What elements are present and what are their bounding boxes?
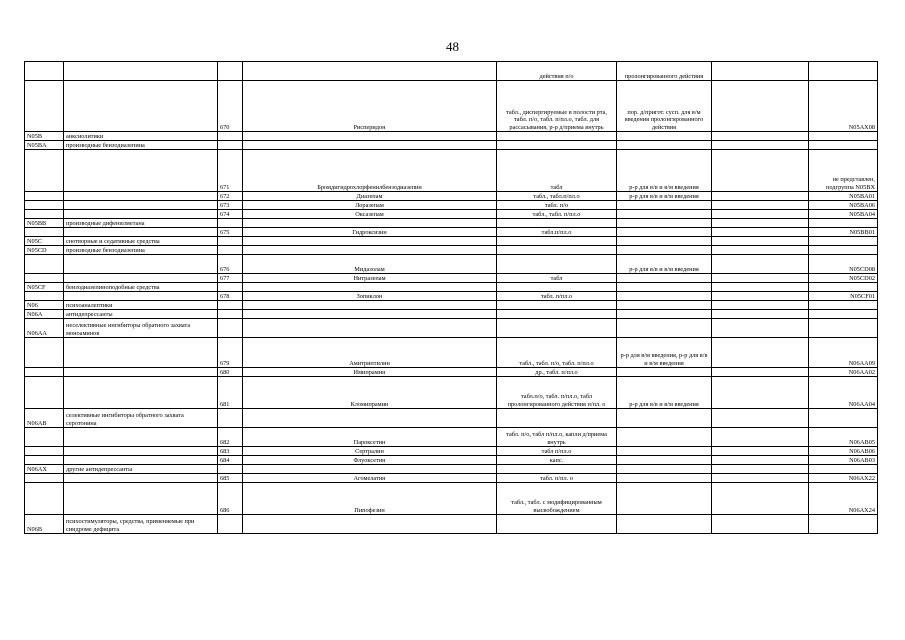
drug-name-cell xyxy=(243,237,497,246)
table-row xyxy=(25,237,878,246)
table-row xyxy=(25,338,878,368)
group-name-cell xyxy=(64,483,218,515)
extra-column-cell xyxy=(712,237,809,246)
extra-column-cell xyxy=(712,228,809,237)
atc-group-code-cell xyxy=(25,255,64,274)
group-name-cell xyxy=(64,456,218,465)
group-name-cell: производные дифенилметана xyxy=(64,219,218,228)
group-name-cell xyxy=(64,201,218,210)
table-row xyxy=(25,310,878,319)
atc-code-cell xyxy=(809,409,878,428)
alt-dosage-form-cell xyxy=(617,274,712,283)
group-name-cell xyxy=(64,192,218,201)
table-row xyxy=(25,474,878,483)
dosage-form-cell xyxy=(497,132,617,141)
alt-dosage-form-cell xyxy=(617,141,712,150)
dosage-form-cell: табл., табл. п/о, табл. п/пл.о xyxy=(497,338,617,368)
dosage-form-cell xyxy=(497,283,617,292)
table-row xyxy=(25,465,878,474)
row-number-cell: 675 xyxy=(218,228,243,237)
atc-code-cell xyxy=(809,141,878,150)
alt-dosage-form-cell xyxy=(617,310,712,319)
drug-name-cell: Флуоксетин xyxy=(243,456,497,465)
row-number-cell: 684 xyxy=(218,456,243,465)
extra-column-cell xyxy=(712,447,809,456)
table-row xyxy=(25,274,878,283)
alt-dosage-form-cell xyxy=(617,474,712,483)
extra-column-cell xyxy=(712,274,809,283)
alt-dosage-form-cell xyxy=(617,447,712,456)
group-name-cell xyxy=(64,81,218,132)
alt-dosage-form-cell xyxy=(617,428,712,447)
drug-name-cell xyxy=(243,62,497,81)
extra-column-cell xyxy=(712,132,809,141)
atc-code-cell xyxy=(809,319,878,338)
atc-group-code-cell: N06AB xyxy=(25,409,64,428)
table-row xyxy=(25,447,878,456)
drug-name-cell xyxy=(243,301,497,310)
extra-column-cell xyxy=(712,81,809,132)
group-name-cell: другие антидепрессанты xyxy=(64,465,218,474)
dosage-form-cell: табл. п/пл.о xyxy=(497,292,617,301)
group-name-cell xyxy=(64,210,218,219)
alt-dosage-form-cell: р-р для в/в и в/м введения xyxy=(617,255,712,274)
dosage-form-cell: табл., табл. п/пл.о xyxy=(497,210,617,219)
dosage-form-cell xyxy=(497,409,617,428)
atc-code-cell: N06AX22 xyxy=(809,474,878,483)
group-name-cell xyxy=(64,338,218,368)
extra-column-cell xyxy=(712,192,809,201)
row-number-cell: 682 xyxy=(218,428,243,447)
atc-group-code-cell: N06A xyxy=(25,310,64,319)
row-number-cell xyxy=(218,301,243,310)
group-name-cell xyxy=(64,447,218,456)
alt-dosage-form-cell xyxy=(617,368,712,377)
atc-group-code-cell: N06B xyxy=(25,515,64,534)
row-number-cell: 683 xyxy=(218,447,243,456)
row-number-cell xyxy=(218,237,243,246)
alt-dosage-form-cell xyxy=(617,456,712,465)
extra-column-cell xyxy=(712,210,809,219)
table-row xyxy=(25,141,878,150)
atc-group-code-cell xyxy=(25,62,64,81)
dosage-form-cell: табл. п/о xyxy=(497,201,617,210)
group-name-cell: производные бензодиазепина xyxy=(64,141,218,150)
atc-code-cell: N06AB05 xyxy=(809,428,878,447)
drug-list-table xyxy=(24,61,878,534)
dosage-form-cell xyxy=(497,465,617,474)
drug-name-cell: Пипофезин xyxy=(243,483,497,515)
row-number-cell: 673 xyxy=(218,201,243,210)
row-number-cell xyxy=(218,319,243,338)
alt-dosage-form-cell: р-р для в/в и в/м введения xyxy=(617,377,712,409)
alt-dosage-form-cell xyxy=(617,210,712,219)
dosage-form-cell: табл xyxy=(497,150,617,192)
table-row xyxy=(25,377,878,409)
atc-group-code-cell: N06AA xyxy=(25,319,64,338)
atc-group-code-cell xyxy=(25,483,64,515)
extra-column-cell xyxy=(712,428,809,447)
group-name-cell xyxy=(64,228,218,237)
extra-column-cell xyxy=(712,301,809,310)
atc-group-code-cell xyxy=(25,192,64,201)
drug-name-cell: Бромдигидрохлорфенилбензодиазепин xyxy=(243,150,497,192)
atc-code-cell xyxy=(809,246,878,255)
group-name-cell: селективные ингибиторы обратного захвата серотонина xyxy=(64,409,218,428)
row-number-cell xyxy=(218,465,243,474)
atc-code-cell: N06AA04 xyxy=(809,377,878,409)
table-row xyxy=(25,483,878,515)
atc-group-code-cell: N05C xyxy=(25,237,64,246)
atc-group-code-cell xyxy=(25,201,64,210)
drug-name-cell xyxy=(243,465,497,474)
drug-name-cell xyxy=(243,219,497,228)
atc-code-cell xyxy=(809,301,878,310)
atc-group-code-cell xyxy=(25,456,64,465)
dosage-form-cell: табл xyxy=(497,274,617,283)
extra-column-cell xyxy=(712,219,809,228)
atc-code-cell xyxy=(809,237,878,246)
row-number-cell: 677 xyxy=(218,274,243,283)
dosage-form-cell: табл., табл.п/пл.о xyxy=(497,192,617,201)
extra-column-cell xyxy=(712,310,809,319)
atc-code-cell: N05BA01 xyxy=(809,192,878,201)
atc-code-cell xyxy=(809,219,878,228)
dosage-form-cell: табл п/пл.о xyxy=(497,447,617,456)
atc-group-code-cell: N05CD xyxy=(25,246,64,255)
row-number-cell: 679 xyxy=(218,338,243,368)
row-number-cell xyxy=(218,246,243,255)
drug-name-cell xyxy=(243,141,497,150)
extra-column-cell xyxy=(712,319,809,338)
atc-code-cell: N05CD02 xyxy=(809,274,878,283)
alt-dosage-form-cell: пор. д/пригот. сусп. для в/м введения пролонгированного действия xyxy=(617,81,712,132)
atc-code-cell xyxy=(809,310,878,319)
drug-name-cell: Зопиклон xyxy=(243,292,497,301)
row-number-cell: 671 xyxy=(218,150,243,192)
dosage-form-cell: табл., табл. с модифицированным высвобождением xyxy=(497,483,617,515)
row-number-cell: 678 xyxy=(218,292,243,301)
drug-name-cell xyxy=(243,409,497,428)
table-row xyxy=(25,292,878,301)
dosage-form-cell xyxy=(497,246,617,255)
row-number-cell: 670 xyxy=(218,81,243,132)
extra-column-cell xyxy=(712,377,809,409)
table-row xyxy=(25,456,878,465)
table-row xyxy=(25,219,878,228)
atc-group-code-cell xyxy=(25,447,64,456)
table-row xyxy=(25,515,878,534)
row-number-cell: 676 xyxy=(218,255,243,274)
alt-dosage-form-cell xyxy=(617,465,712,474)
dosage-form-cell: действия п/о xyxy=(497,62,617,81)
extra-column-cell xyxy=(712,338,809,368)
atc-group-code-cell xyxy=(25,210,64,219)
group-name-cell: психостимуляторы, средства, применяемые при синдроме дефицита xyxy=(64,515,218,534)
alt-dosage-form-cell: р-р для в/в и в/м введения xyxy=(617,192,712,201)
extra-column-cell xyxy=(712,141,809,150)
drug-name-cell: Имипрамин xyxy=(243,368,497,377)
table-row xyxy=(25,319,878,338)
dosage-form-cell: др., табл. п/пл.о xyxy=(497,368,617,377)
atc-code-cell: N06AA09 xyxy=(809,338,878,368)
alt-dosage-form-cell xyxy=(617,237,712,246)
drug-name-cell: Оксазепам xyxy=(243,210,497,219)
atc-group-code-cell xyxy=(25,228,64,237)
alt-dosage-form-cell xyxy=(617,301,712,310)
extra-column-cell xyxy=(712,246,809,255)
atc-code-cell: N05CD08 xyxy=(809,255,878,274)
atc-group-code-cell xyxy=(25,474,64,483)
alt-dosage-form-cell xyxy=(617,219,712,228)
group-name-cell: снотворные и седативные средства xyxy=(64,237,218,246)
table-row xyxy=(25,132,878,141)
group-name-cell xyxy=(64,292,218,301)
extra-column-cell xyxy=(712,255,809,274)
dosage-form-cell xyxy=(497,219,617,228)
group-name-cell xyxy=(64,428,218,447)
extra-column-cell xyxy=(712,368,809,377)
group-name-cell: производные бензодиазепина xyxy=(64,246,218,255)
table-row xyxy=(25,368,878,377)
extra-column-cell xyxy=(712,283,809,292)
atc-group-code-cell: N05CF xyxy=(25,283,64,292)
group-name-cell xyxy=(64,368,218,377)
alt-dosage-form-cell xyxy=(617,201,712,210)
group-name-cell: анксиолитики xyxy=(64,132,218,141)
row-number-cell: 680 xyxy=(218,368,243,377)
dosage-form-cell xyxy=(497,301,617,310)
dosage-form-cell: капс. xyxy=(497,456,617,465)
atc-code-cell xyxy=(809,283,878,292)
extra-column-cell xyxy=(712,292,809,301)
table-row xyxy=(25,228,878,237)
extra-column-cell xyxy=(712,483,809,515)
group-name-cell xyxy=(64,150,218,192)
dosage-form-cell: табл. п/пл. о xyxy=(497,474,617,483)
table-row xyxy=(25,409,878,428)
row-number-cell xyxy=(218,132,243,141)
alt-dosage-form-cell: р-р для в/в и в/м введения xyxy=(617,150,712,192)
alt-dosage-form-cell xyxy=(617,292,712,301)
table-row xyxy=(25,210,878,219)
atc-group-code-cell: N05BA xyxy=(25,141,64,150)
atc-group-code-cell xyxy=(25,292,64,301)
row-number-cell xyxy=(218,141,243,150)
atc-code-cell xyxy=(809,132,878,141)
atc-group-code-cell: N06 xyxy=(25,301,64,310)
atc-code-cell: N05BA06 xyxy=(809,201,878,210)
atc-code-cell: N06AB06 xyxy=(809,447,878,456)
group-name-cell xyxy=(64,377,218,409)
atc-code-cell: N05AX08 xyxy=(809,81,878,132)
alt-dosage-form-cell: р-р для в/м введения, р-р для в/в и в/м введения xyxy=(617,338,712,368)
page-number: 48 xyxy=(446,39,459,54)
group-name-cell xyxy=(64,62,218,81)
table-row xyxy=(25,428,878,447)
drug-name-cell xyxy=(243,310,497,319)
atc-group-code-cell: N05B xyxy=(25,132,64,141)
drug-name-cell xyxy=(243,132,497,141)
atc-group-code-cell xyxy=(25,274,64,283)
drug-name-cell xyxy=(243,283,497,292)
alt-dosage-form-cell xyxy=(617,515,712,534)
atc-group-code-cell: N06AX xyxy=(25,465,64,474)
group-name-cell: психоаналептики xyxy=(64,301,218,310)
atc-group-code-cell xyxy=(25,377,64,409)
extra-column-cell xyxy=(712,456,809,465)
table-row xyxy=(25,150,878,192)
atc-code-cell: N05BA04 xyxy=(809,210,878,219)
alt-dosage-form-cell: пролонгированного действия xyxy=(617,62,712,81)
drug-name-cell: Агомелатин xyxy=(243,474,497,483)
row-number-cell xyxy=(218,515,243,534)
atc-code-cell: N06AX24 xyxy=(809,483,878,515)
extra-column-cell xyxy=(712,62,809,81)
dosage-form-cell xyxy=(497,237,617,246)
atc-code-cell xyxy=(809,62,878,81)
row-number-cell xyxy=(218,310,243,319)
atc-code-cell: N06AB03 xyxy=(809,456,878,465)
table-row xyxy=(25,192,878,201)
dosage-form-cell: табл.п/о, табл. п/пл.о, табл пролонгированного действия п/пл. о xyxy=(497,377,617,409)
drug-name-cell xyxy=(243,246,497,255)
drug-name-cell: Амитриптилин xyxy=(243,338,497,368)
row-number-cell: 681 xyxy=(218,377,243,409)
group-name-cell: неселективные ингибиторы обратного захвата моноаминов xyxy=(64,319,218,338)
atc-code-cell xyxy=(809,515,878,534)
alt-dosage-form-cell xyxy=(617,319,712,338)
extra-column-cell xyxy=(712,515,809,534)
group-name-cell xyxy=(64,274,218,283)
table-row xyxy=(25,81,878,132)
row-number-cell xyxy=(218,219,243,228)
table-row xyxy=(25,283,878,292)
extra-column-cell xyxy=(712,465,809,474)
atc-group-code-cell xyxy=(25,338,64,368)
drug-name-cell: Гидроксизин xyxy=(243,228,497,237)
atc-group-code-cell xyxy=(25,150,64,192)
atc-code-cell xyxy=(809,465,878,474)
alt-dosage-form-cell xyxy=(617,409,712,428)
drug-name-cell: Сертралин xyxy=(243,447,497,456)
drug-name-cell: Кломипрамин xyxy=(243,377,497,409)
extra-column-cell xyxy=(712,201,809,210)
extra-column-cell xyxy=(712,150,809,192)
row-number-cell: 674 xyxy=(218,210,243,219)
row-number-cell: 685 xyxy=(218,474,243,483)
dosage-form-cell: табл.п/пл.о xyxy=(497,228,617,237)
dosage-form-cell: табл., диспергируемые в полости рта, табл. п/о, табл. п/пл.о, табл. для рассасывания, р-р д/приема внутрь xyxy=(497,81,617,132)
drug-name-cell xyxy=(243,319,497,338)
row-number-cell: 672 xyxy=(218,192,243,201)
atc-code-cell: не представлен, подгруппа N05BX xyxy=(809,150,878,192)
dosage-form-cell xyxy=(497,255,617,274)
drug-name-cell: Рисперидон xyxy=(243,81,497,132)
dosage-form-cell xyxy=(497,141,617,150)
atc-group-code-cell xyxy=(25,81,64,132)
atc-code-cell: N06AA02 xyxy=(809,368,878,377)
atc-group-code-cell xyxy=(25,428,64,447)
alt-dosage-form-cell xyxy=(617,483,712,515)
row-number-cell: 686 xyxy=(218,483,243,515)
drug-name-cell: Нитразепам xyxy=(243,274,497,283)
row-number-cell xyxy=(218,409,243,428)
drug-name-cell: Пароксетин xyxy=(243,428,497,447)
group-name-cell: бензодиазепиноподобные средства xyxy=(64,283,218,292)
table-row xyxy=(25,301,878,310)
drug-name-cell xyxy=(243,515,497,534)
drug-name-cell: Мидазолам xyxy=(243,255,497,274)
alt-dosage-form-cell xyxy=(617,283,712,292)
group-name-cell: антидепрессанты xyxy=(64,310,218,319)
dosage-form-cell: табл. п/о, табл п/пл.о, капли д/приема внутрь xyxy=(497,428,617,447)
atc-group-code-cell xyxy=(25,368,64,377)
row-number-cell xyxy=(218,62,243,81)
extra-column-cell xyxy=(712,474,809,483)
dosage-form-cell xyxy=(497,515,617,534)
atc-group-code-cell: N05BB xyxy=(25,219,64,228)
drug-name-cell: Диазепам xyxy=(243,192,497,201)
extra-column-cell xyxy=(712,409,809,428)
alt-dosage-form-cell xyxy=(617,228,712,237)
dosage-form-cell xyxy=(497,319,617,338)
alt-dosage-form-cell xyxy=(617,246,712,255)
atc-code-cell: N05CF01 xyxy=(809,292,878,301)
table-row xyxy=(25,62,878,81)
drug-name-cell: Лоразепам xyxy=(243,201,497,210)
table-row xyxy=(25,255,878,274)
alt-dosage-form-cell xyxy=(617,132,712,141)
atc-code-cell: N05BB01 xyxy=(809,228,878,237)
row-number-cell xyxy=(218,283,243,292)
group-name-cell xyxy=(64,474,218,483)
dosage-form-cell xyxy=(497,310,617,319)
table-row xyxy=(25,246,878,255)
table-row xyxy=(25,201,878,210)
group-name-cell xyxy=(64,255,218,274)
